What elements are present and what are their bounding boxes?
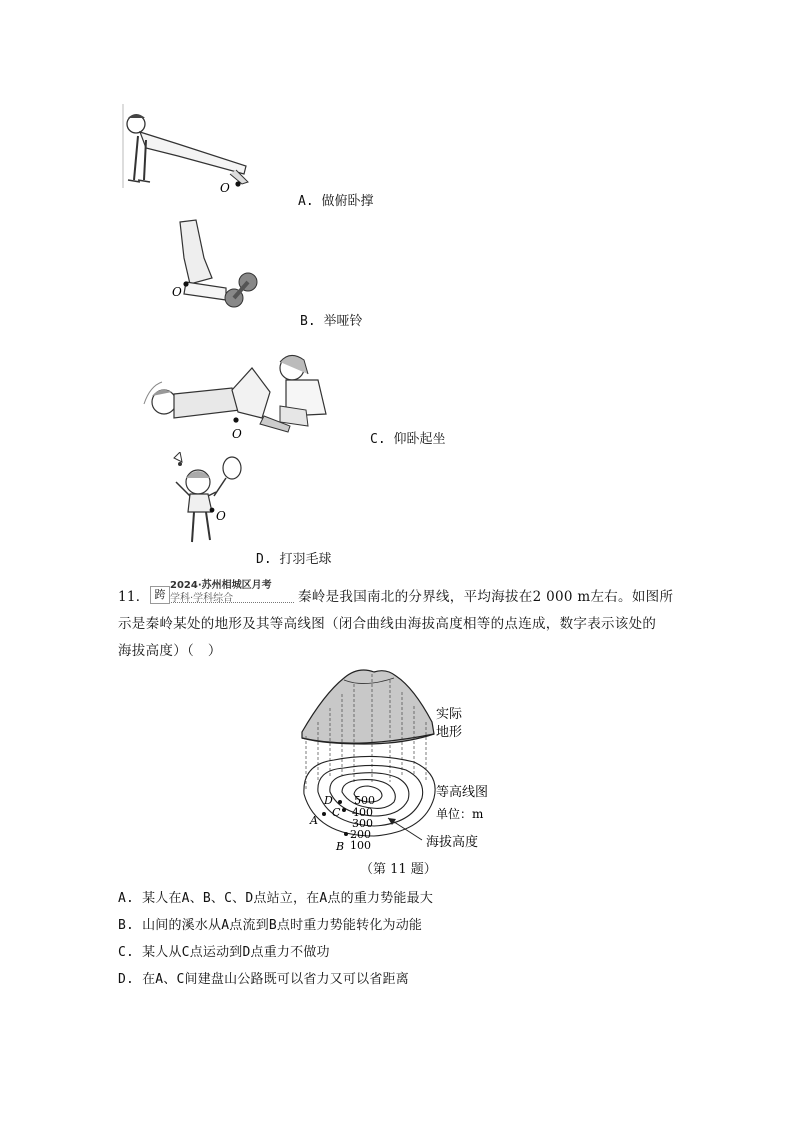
pushup-illustration bbox=[118, 104, 258, 194]
figure-caption: （第 11 题） bbox=[360, 862, 437, 877]
option-d-label: D. 打羽毛球 bbox=[256, 552, 332, 567]
answer-option-d: D. 在A、C间建盘山公路既可以省力又可以省距离 bbox=[118, 972, 409, 987]
answer-option-b: B. 山间的溪水从A点流到B点时重力势能转化为动能 bbox=[118, 918, 423, 933]
contour-500: 500 bbox=[354, 794, 375, 807]
terrain-label-2: 地形 bbox=[436, 725, 463, 740]
option-b-label: B. 举哑铃 bbox=[300, 314, 363, 329]
fulcrum-o-label: O bbox=[172, 285, 182, 299]
contour-400: 400 bbox=[352, 806, 373, 819]
point-c-label: C bbox=[332, 806, 341, 819]
contour-figure bbox=[294, 664, 514, 854]
option-a-label: A. 做俯卧撑 bbox=[298, 194, 374, 209]
fulcrum-o-label: O bbox=[216, 509, 226, 523]
altitude-label: 海拔高度 bbox=[426, 835, 479, 850]
option-c-label: C. 仰卧起坐 bbox=[370, 432, 446, 447]
answer-option-a: A. 某人在A、B、C、D点站立，在A点的重力势能最大 bbox=[118, 891, 434, 906]
badge-bottom-text: 学科·学科综合 bbox=[170, 593, 234, 604]
fulcrum-o-label: O bbox=[232, 427, 242, 441]
answer-option-c: C. 某人从C点运动到D点重力不做功 bbox=[118, 945, 330, 960]
dumbbell-illustration bbox=[168, 218, 268, 310]
unit-label: 单位：m bbox=[436, 807, 484, 821]
contour-300: 300 bbox=[352, 817, 373, 830]
source-badge bbox=[150, 576, 294, 603]
point-b-label: B bbox=[336, 840, 345, 853]
badge-top-text: 2024·苏州相城区月考 bbox=[170, 580, 272, 591]
question-line-1: 秦岭是我国南北的分界线，平均海拔在2 000 m左右。如图所 bbox=[298, 589, 674, 605]
point-d-label: D bbox=[324, 794, 333, 807]
badge-icon: 跨 bbox=[150, 586, 170, 604]
contour-100: 100 bbox=[350, 839, 371, 852]
contour-map-label: 等高线图 bbox=[436, 785, 489, 800]
badminton-illustration bbox=[164, 452, 246, 556]
point-a-label: A bbox=[310, 814, 318, 827]
question-line-2: 示是秦岭某处的地形及其等高线图（闭合曲线由海拔高度相等的点连成，数字表示该处的 bbox=[118, 616, 657, 632]
contour-200: 200 bbox=[350, 828, 371, 841]
question-line-3: 海拔高度）（ ） bbox=[118, 643, 222, 659]
fulcrum-o-label: O bbox=[220, 181, 230, 194]
question-number: 11． bbox=[118, 589, 150, 605]
situp-illustration bbox=[140, 346, 340, 442]
terrain-label-1: 实际 bbox=[436, 707, 463, 722]
